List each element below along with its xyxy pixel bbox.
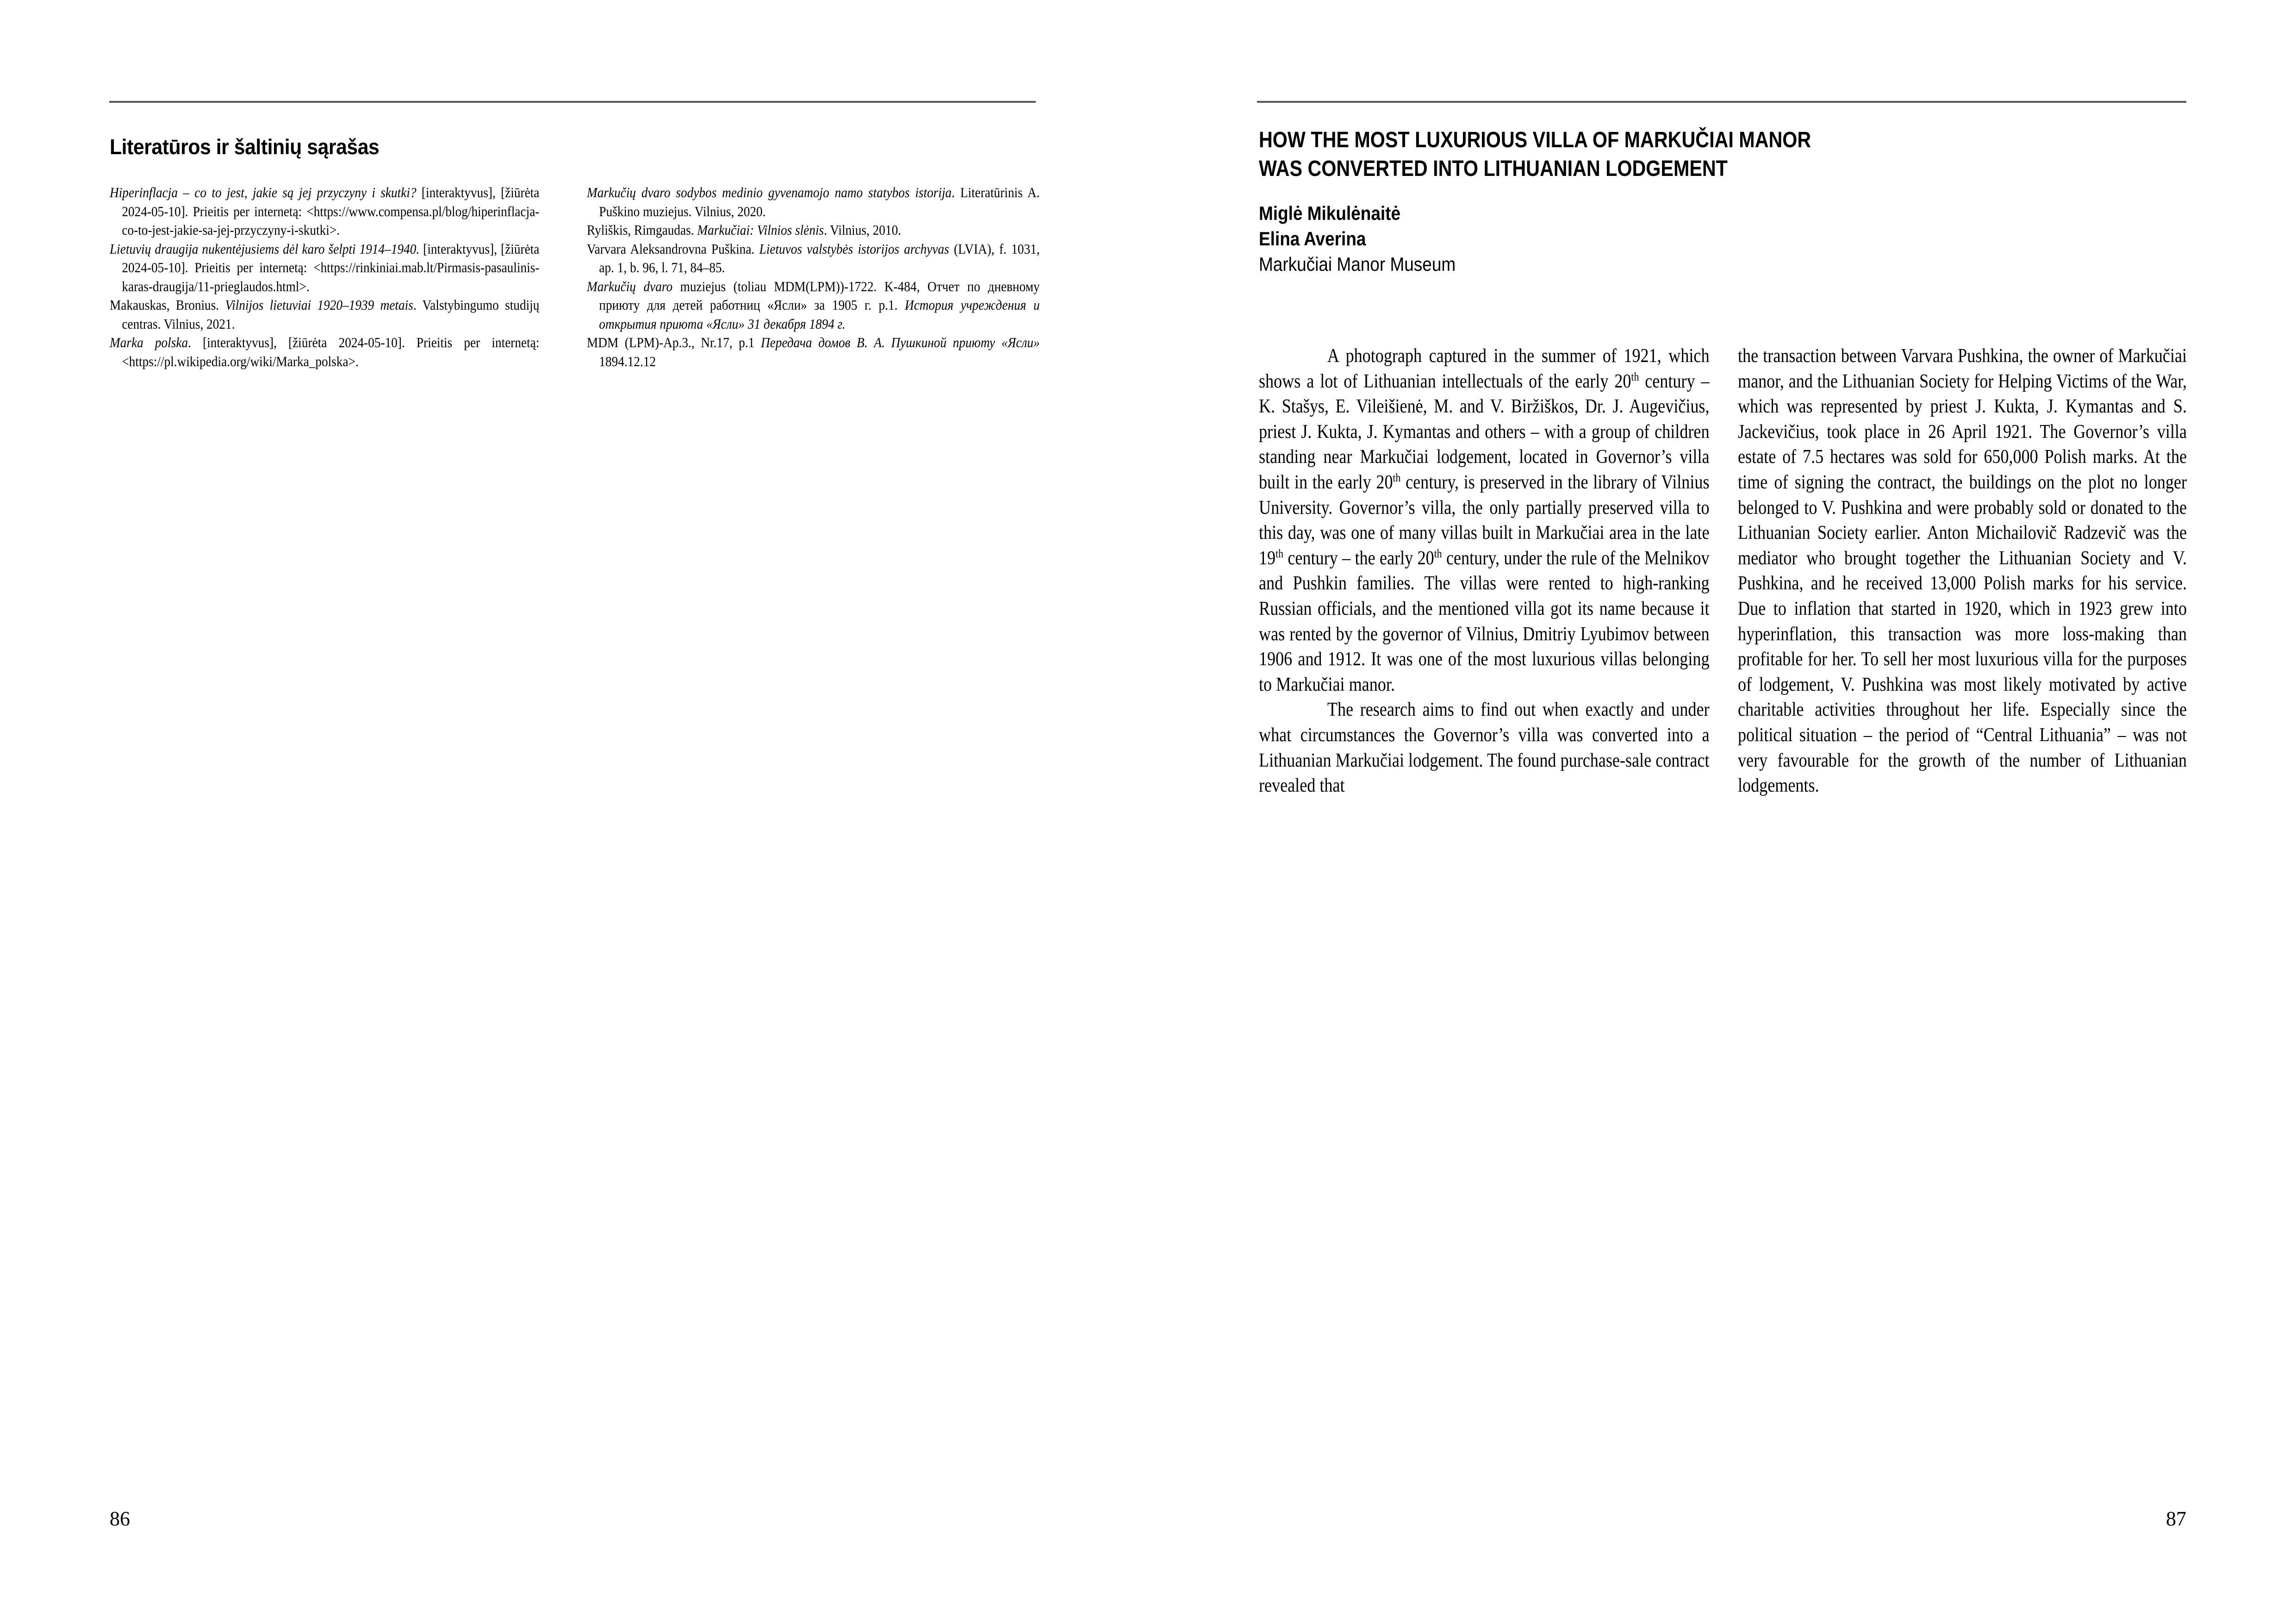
text-run: century – the early 20 [1283,547,1434,569]
article-title-line-2: WAS CONVERTED INTO LITHUANIAN LODGEMENT [1259,156,1728,181]
body-column-2 [1738,344,2187,799]
bibliography-entry [110,183,539,240]
entry-title: Передача домов В. А. Пушкиной приюту «Ясли» [760,334,1040,350]
entry-title: Hiperinflacja – co to jest, jakie są jej przyczyny i skutki? [110,184,417,200]
entry-title: Lietuvių draugija nukentėjusiems dėl karo šelpti 1914–1940. [110,240,420,257]
entry-details: (LVIA), f. 1031, ap. 1, b. 96, l. 71, 84–85. [599,240,1040,275]
entry-details: 1894.12.12 [599,353,656,369]
entry-details: [interaktyvus], [žiūrėta 2024-05-10]. Prieitis per internetą: <https://rinkiniai.mab.lt/Pirmasis-pasaulinis-karas-draugija/11-prieglaudos.html>. [122,240,540,294]
entry-title: Lietuvos valstybės istorijos archyvas [759,240,949,257]
entry-author: Makauskas, Bronius. [110,297,225,313]
entry-title: Markučių dvaro [587,278,673,294]
superscript: th [1276,547,1283,560]
entry-title: Markučių dvaro sodybos medinio gyvenamojo namo statybos istorija [587,184,952,200]
entry-details: . Literatūrinis A. Puškino muziejus. Vilnius, 2020. [599,184,1040,219]
header-rule-right [1257,101,2186,103]
entry-title: Markučiai: Vilnios slėnis [697,222,824,238]
author-affiliation: Markučiai Manor Museum [1259,253,1456,275]
page-number-right: 87 [2166,1507,2186,1530]
bibliography-entry [110,333,539,371]
entry-title: Vilnijos lietuviai 1920–1939 metais [225,297,413,313]
bibliography-entry [587,183,1040,221]
entry-title: Marka polska [110,334,188,350]
body-column-1 [1259,344,1710,799]
author-name: Elina Averina [1259,228,1366,250]
article-title-line-1: HOW THE MOST LUXURIOUS VILLA OF MARKUČIAI MANOR [1259,128,1811,152]
article-title [1259,126,1811,183]
entry-subtitle: История учреждения и открытия приюта «Ясли» 31 декабря 1894 г. [599,297,1040,332]
body-paragraph: The research aims to find out when exactly and under what circumstances the Governor’s villa was converted into a Lithuanian Markučiai lodgement. The found purchase-sale contract revealed that [1259,699,1710,797]
bibliography-heading: Literatūros ir šaltinių sąrašas [110,135,380,159]
superscript: th [1434,547,1442,560]
text-run: century, under the rule of the Melnikov and Pushkin families. The villas were rented to high-ranking Russian officials, and the mentioned villa got its name because it was rented by the governor of Vilnius, Dmitriy Lyubimov between 1906 and 1912. It was one of the most luxurious villas belonging to Markučiai manor. [1259,547,1710,695]
entry-details: . [interaktyvus], [žiūrėta 2024-05-10]. Prieitis per internetą: <https://pl.wikipedia.org/wiki/Marka_polska>. [122,334,540,369]
body-paragraph [1259,344,1710,697]
text-run: A photograph captured in the summer of 1921, which shows a lot of Lithuanian intellectuals of the early 20 [1259,345,1710,392]
superscript: th [1393,471,1401,484]
body-paragraph: the transaction between Varvara Pushkina, the owner of Markučiai manor, and the Lithuanian Society for Helping Victims of the War, which was represented by priest J. Kukta, J. Kymantas and S. Jackevičius, took place in 26 April 1921. The Governor’s villa estate of 7.5 hectares was sold for 650,000 Polish marks. At the time of signing the contract, the buildings on the plot no longer belonged to V. Pushkina and were probably sold or donated to the Lithuanian Society earlier. Anton Michailovič Radzevič was the mediator who brought together the Lithuanian Society and V. Pushkina, and he received 13,000 Polish marks for his service. Due to inflation that started in 1920, which in 1923 grew into hyperinflation, this transaction was more loss-making than profitable for her. To sell her most luxurious villa for the purposes of lodgement, V. Pushkina was most likely motivated by active charitable activities throughout her life. Especially since the political situation – the period of “Central Lithuania” – was not very favourable for the growth of the number of Lithuanian lodgements. [1738,345,2187,797]
entry-details: muziejus (toliau MDM(LPM))-1722. K-484, Отчет по дневному приюту для детей работниц «Ясли» за 1905 г. p.1. [599,278,1040,313]
bibliography-entry [587,333,1040,371]
bibliography-entry [110,240,539,296]
entry-author: Ryliškis, Rimgaudas. [587,222,697,238]
bibliography-entry [110,296,539,333]
entry-details: . Valstybingumo studijų centras. Vilnius, 2021. [122,297,540,332]
author-name: Miglė Mikulėnaitė [1259,202,1401,224]
bibliography-entry [587,221,1040,240]
entry-author: Varvara Aleksandrovna Puškina. [587,240,759,257]
superscript: th [1631,370,1639,383]
entry-archive-ref: MDM (LPM)-Ap.3., Nr.17, p.1 [587,334,761,350]
bibliography-entry [587,277,1040,334]
text-run: century – K. Stašys, E. Vileišienė, M. and V. Biržiškos, Dr. J. Augevičius, priest J. Kukta, J. Kymantas and others – with a group of children standing near Markučiai lodgement, located in Governor’s villa built in the early 20 [1259,370,1710,493]
entry-details: . Vilnius, 2010. [824,222,902,238]
bibliography-column-1 [110,183,539,371]
bibliography-column-2 [587,183,1040,371]
entry-details: [interaktyvus], [žiūrėta 2024-05-10]. Prieitis per internetą: <https://www.compensa.pl/blog/hiperinflacja-co-to-jest-jakie-sa-jej-przyczyny-i-skutki>. [122,184,540,238]
text-run: century, is preserved in the library of Vilnius University. Governor’s villa, the only partially preserved villa to this day, was one of many villas built in Markučiai area in the late 19 [1259,471,1710,569]
bibliography-entry [587,240,1040,277]
page-number-left: 86 [110,1507,130,1530]
header-rule-left [109,101,1036,103]
